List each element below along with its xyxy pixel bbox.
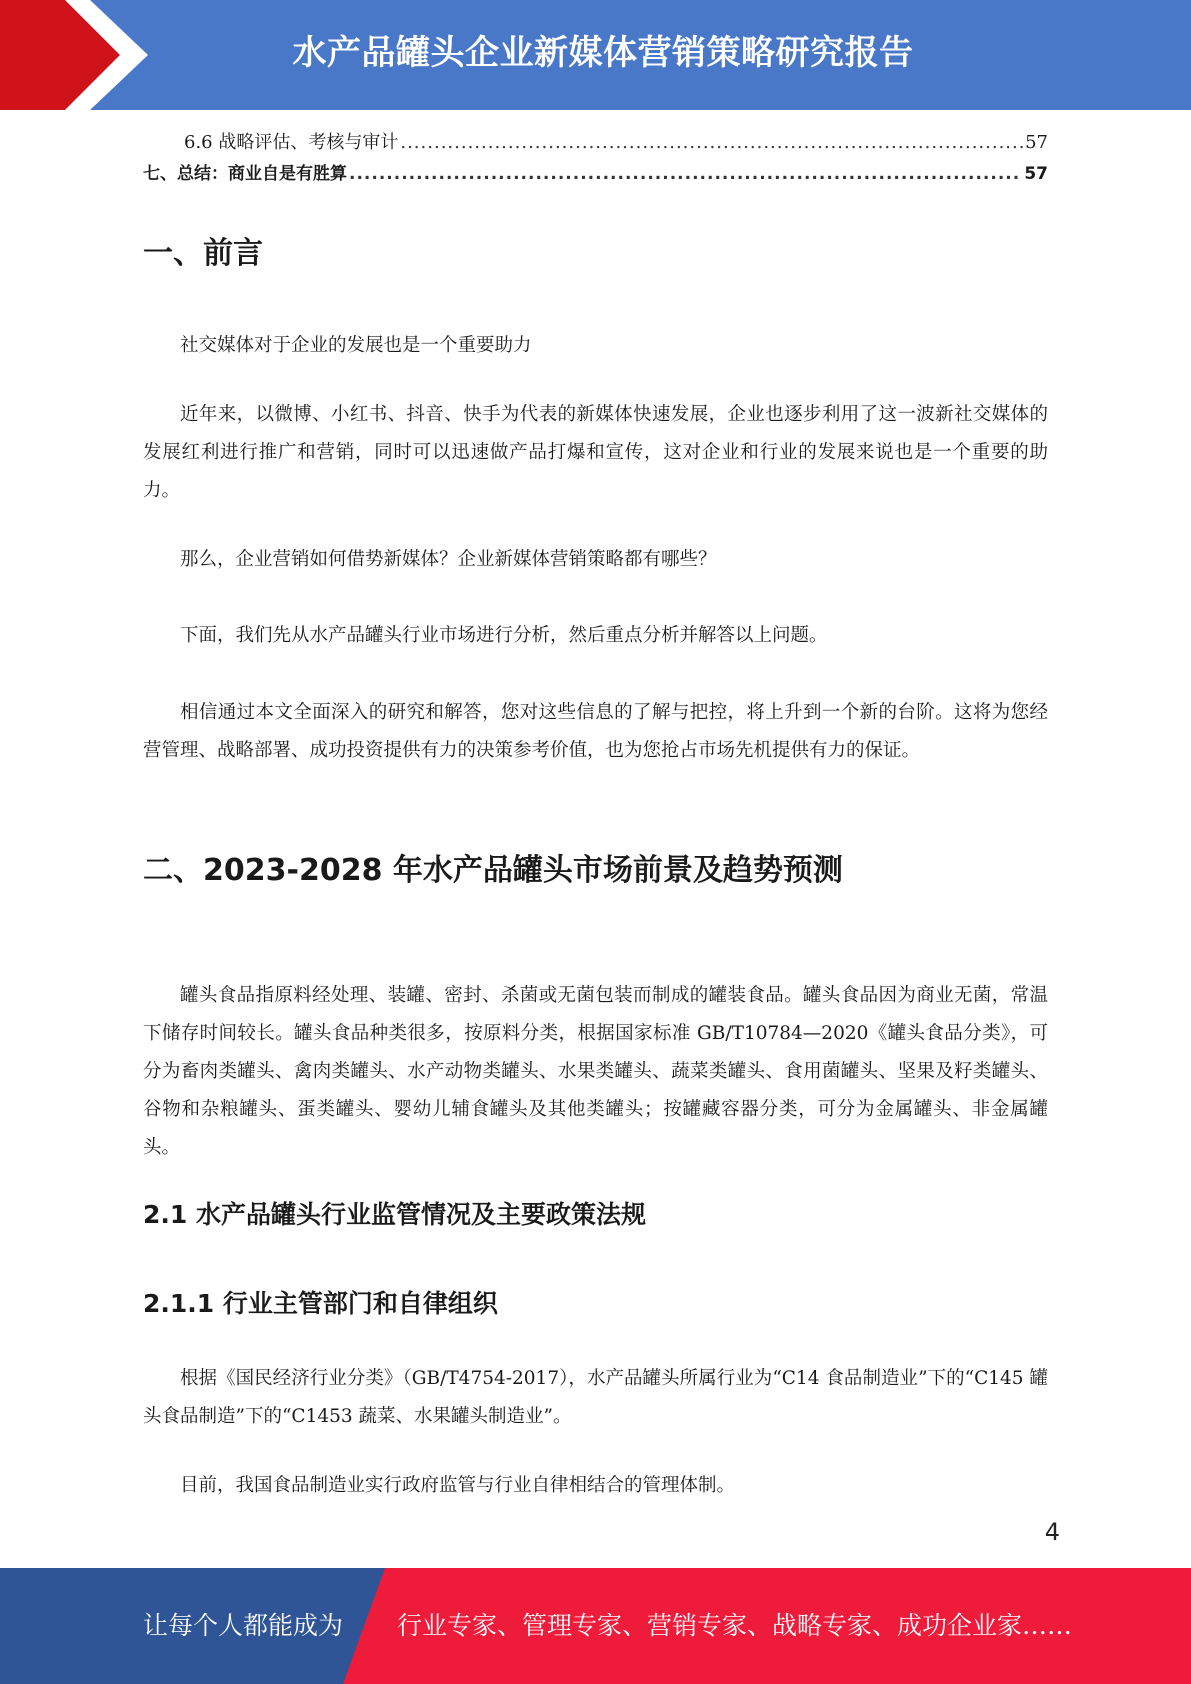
subsection-heading: 2.1 水产品罐头行业监管情况及主要政策法规 (143, 1200, 646, 1229)
body-paragraph: 近年来，以微博、小红书、抖音、快手为代表的新媒体快速发展，企业也逐步利用了这一波新社交媒体的发展红利进行推广和营销，同时可以迅速做产品打爆和宣传，这对企业和行业的发展来说也是一个重要的助力。 (143, 404, 1048, 501)
section-heading-market: 二、2023-2028 年水产品罐头市场前景及趋势预测 (143, 853, 843, 888)
body-paragraph: 那么，企业营销如何借势新媒体？企业新媒体营销策略都有哪些？ (180, 549, 717, 570)
page-footer (0, 1568, 1191, 1684)
toc-entry-page: 57 (1025, 132, 1048, 153)
footer-slogan-right: 行业专家、管理专家、营销专家、战略专家、成功企业家…… (397, 1611, 1073, 1640)
body-paragraph: 相信通过本文全面深入的研究和解答，您对这些信息的了解与把控，将上升到一个新的台阶。这将为您经营管理、战略部署、成功投资提供有力的决策参考价值，也为您抢占市场先机提供有力的保证。 (143, 702, 1048, 761)
body-paragraph: 罐头食品指原料经处理、装罐、密封、杀菌或无菌包装而制成的罐装食品。罐头食品因为商业无菌，常温下储存时间较长。罐头食品种类很多，按原料分类，根据国家标准 GB/T10784—2020《罐头食品分类》，可分为畜肉类罐头、禽肉类罐头、水产动物类罐头、水果类罐头、蔬菜类罐头、食用菌罐头、坚果及籽类罐头、谷物和杂粮罐头、蛋类罐头、婴幼儿辅食罐头及其他类罐头；按罐藏容器分类，可分为金属罐头、非金属罐头。 (143, 985, 1048, 1158)
page-header (0, 0, 1191, 110)
toc-entry-page: 57 (1024, 164, 1048, 184)
toc-leader-dots (400, 131, 1023, 155)
body-paragraph: 下面，我们先从水产品罐头行业市场进行分析，然后重点分析并解答以上问题。 (180, 625, 828, 646)
report-title: 水产品罐头企业新媒体营销策略研究报告 (292, 33, 914, 73)
toc-entry[interactable] (143, 131, 1048, 155)
footer-slogan-left: 让每个人都能成为 (143, 1611, 344, 1640)
toc-entry[interactable] (143, 162, 1048, 186)
body-paragraph: 目前，我国食品制造业实行政府监管与行业自律相结合的管理体制。 (180, 1475, 736, 1496)
subsection-heading: 2.1.1 行业主管部门和自律组织 (143, 1289, 498, 1318)
page-number: 4 (1044, 1518, 1060, 1546)
toc-entry-label: 七、总结：商业自是有胜算 (143, 164, 347, 184)
body-paragraph: 社交媒体对于企业的发展也是一个重要助力 (180, 335, 532, 356)
section-heading-preface: 一、前言 (143, 236, 263, 271)
toc-leader-dots (349, 162, 1022, 186)
toc-entry-label: 6.6 战略评估、考核与审计 (184, 132, 399, 153)
body-paragraph: 根据《国民经济行业分类》（GB/T4754-2017），水产品罐头所属行业为“C14 食品制造业”下的“C145 罐头食品制造”下的“C1453 蔬菜、水果罐头制造业”。 (143, 1368, 1048, 1427)
